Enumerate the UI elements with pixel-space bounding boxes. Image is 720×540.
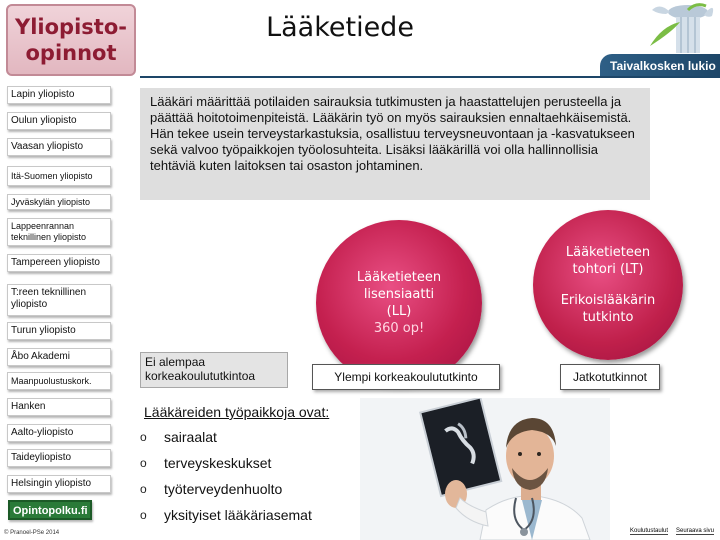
workplaces-list (140, 424, 360, 528)
ll-degree-circle (316, 220, 482, 386)
sidebar-item-label: Maanpuolustuskork. (11, 376, 92, 386)
list-item (140, 450, 360, 476)
opintopolku-label: Opintopolku.fi (13, 505, 88, 517)
library-name-bar: Taivalkosken lukio (600, 54, 720, 78)
yliopisto-opinnot-logo[interactable] (6, 4, 136, 76)
greek-column-logo-icon (640, 2, 715, 54)
sidebar-item-abo-akademi[interactable] (7, 348, 111, 366)
next-page-link[interactable]: Seuraava sivu (676, 528, 715, 534)
sidebar-item-label: Jyväskylän yliopisto (11, 197, 91, 207)
sidebar-item-label: Vaasan yliopisto (11, 141, 84, 152)
bullet-icon: o (140, 456, 147, 470)
logo-line-1: Yliopisto- (15, 15, 127, 39)
sidebar-item-label: Hanken (11, 401, 46, 412)
bullet-icon: o (140, 430, 147, 444)
bullet-icon: o (140, 482, 147, 496)
ll-credits: 360 op! (373, 321, 425, 336)
workplaces-heading: Lääkäreiden työpaikkoja ovat: (144, 404, 330, 420)
sidebar-item-label: Taideyliopisto (11, 452, 72, 463)
sidebar-item-tampereen-yliopisto[interactable] (7, 254, 111, 272)
workplace-label: työterveydenhuolto (164, 481, 283, 497)
lt-line-1: Lääketieteen (565, 245, 651, 260)
sidebar-item-hanken[interactable] (7, 398, 111, 416)
sidebar-item-lapin-yliopisto[interactable] (7, 86, 111, 104)
koulutustaulut-link[interactable]: Koulutustaulut (630, 528, 669, 534)
sidebar-item-turun-yliopisto[interactable] (7, 322, 111, 340)
sidebar-item-label: Itä-Suomen yliopisto (11, 171, 93, 181)
sidebar-item-maanpuolustuskorkeakoulu[interactable] (7, 372, 111, 390)
sidebar-item-label: Åbo Akademi (11, 351, 70, 362)
logo-line-2: opinnot (25, 41, 117, 65)
ll-line-3: (LL) (386, 304, 412, 319)
postgraduate-label: Jatkotutkinnot (560, 364, 660, 390)
sidebar-item-label: Lapin yliopisto (11, 89, 75, 100)
sidebar-item-label: Helsingin yliopisto (11, 478, 92, 489)
workplace-label: terveyskeskukset (164, 455, 272, 471)
sidebar-item-vaasan-yliopisto[interactable] (7, 138, 111, 156)
sidebar-item-lappeenrannan-yliopisto[interactable] (7, 218, 111, 246)
sidebar-item-label: Aalto-yliopisto (11, 427, 74, 438)
page-title: Lääketiede (266, 12, 414, 43)
header-divider (140, 76, 720, 78)
higher-degree-label: Ylempi korkeakoulututkinto (312, 364, 500, 390)
sidebar-item-label: Lappeenrannan teknillinen yliopisto (11, 221, 87, 242)
doctor-description: Lääkäri määrittää potilaiden sairauksia tutkimusten ja haastattelujen perusteella ja päättää hoitotoimenpiteistä. Lääkärin työ on myös sairauksien ennaltaehkäisemistä. Hän tekee usein terveystarkastuksia, osallistuu terveysneuvontaan ja -kasvatukseen sekä valvoo työpaikkojen työolosuhteita. Lisäksi lääkärillä voi olla hallinnollisia tehtäviä kuten laitoksen tai osaston johtaminen. (140, 88, 650, 200)
lt-line-2: tohtori (LT) (572, 262, 644, 277)
workplace-label: yksityiset lääkäriasemat (164, 507, 312, 523)
ll-line-2: lisensiaatti (363, 287, 435, 302)
opintopolku-link[interactable] (8, 500, 92, 520)
bullet-icon: o (140, 508, 147, 522)
lt-degree-circle (533, 210, 683, 360)
sidebar-item-taideyliopisto[interactable] (7, 449, 111, 467)
sidebar-item-treen-teknillinen-yliopisto[interactable] (7, 284, 111, 316)
lower-degree-label: Ei alempaa korkeakoulututkintoa (140, 352, 288, 388)
lt-line-4: tutkinto (582, 310, 634, 325)
sidebar-item-aalto-yliopisto[interactable] (7, 424, 111, 442)
ll-line-1: Lääketieteen (356, 270, 442, 285)
copyright-text: © Pranoel-PSe 2014 (4, 530, 60, 536)
sidebar-item-label: Tampereen yliopisto (11, 257, 100, 268)
sidebar-item-oulun-yliopisto[interactable] (7, 112, 111, 130)
sidebar-item-jyvaskylan-yliopisto[interactable] (7, 194, 111, 210)
sidebar-item-label: Turun yliopisto (11, 325, 76, 336)
workplace-label: sairaalat (164, 429, 217, 445)
list-item (140, 476, 360, 502)
doctor-xray-image (360, 398, 610, 540)
list-item (140, 424, 360, 450)
lt-line-3: Erikoislääkärin (560, 293, 656, 308)
list-item (140, 502, 360, 528)
sidebar-item-helsingin-yliopisto[interactable] (7, 475, 111, 493)
sidebar-item-ita-suomen-yliopisto[interactable] (7, 166, 111, 186)
sidebar-item-label: T:reen teknillinen yliopisto (11, 287, 87, 310)
sidebar-item-label: Oulun yliopisto (11, 115, 77, 126)
